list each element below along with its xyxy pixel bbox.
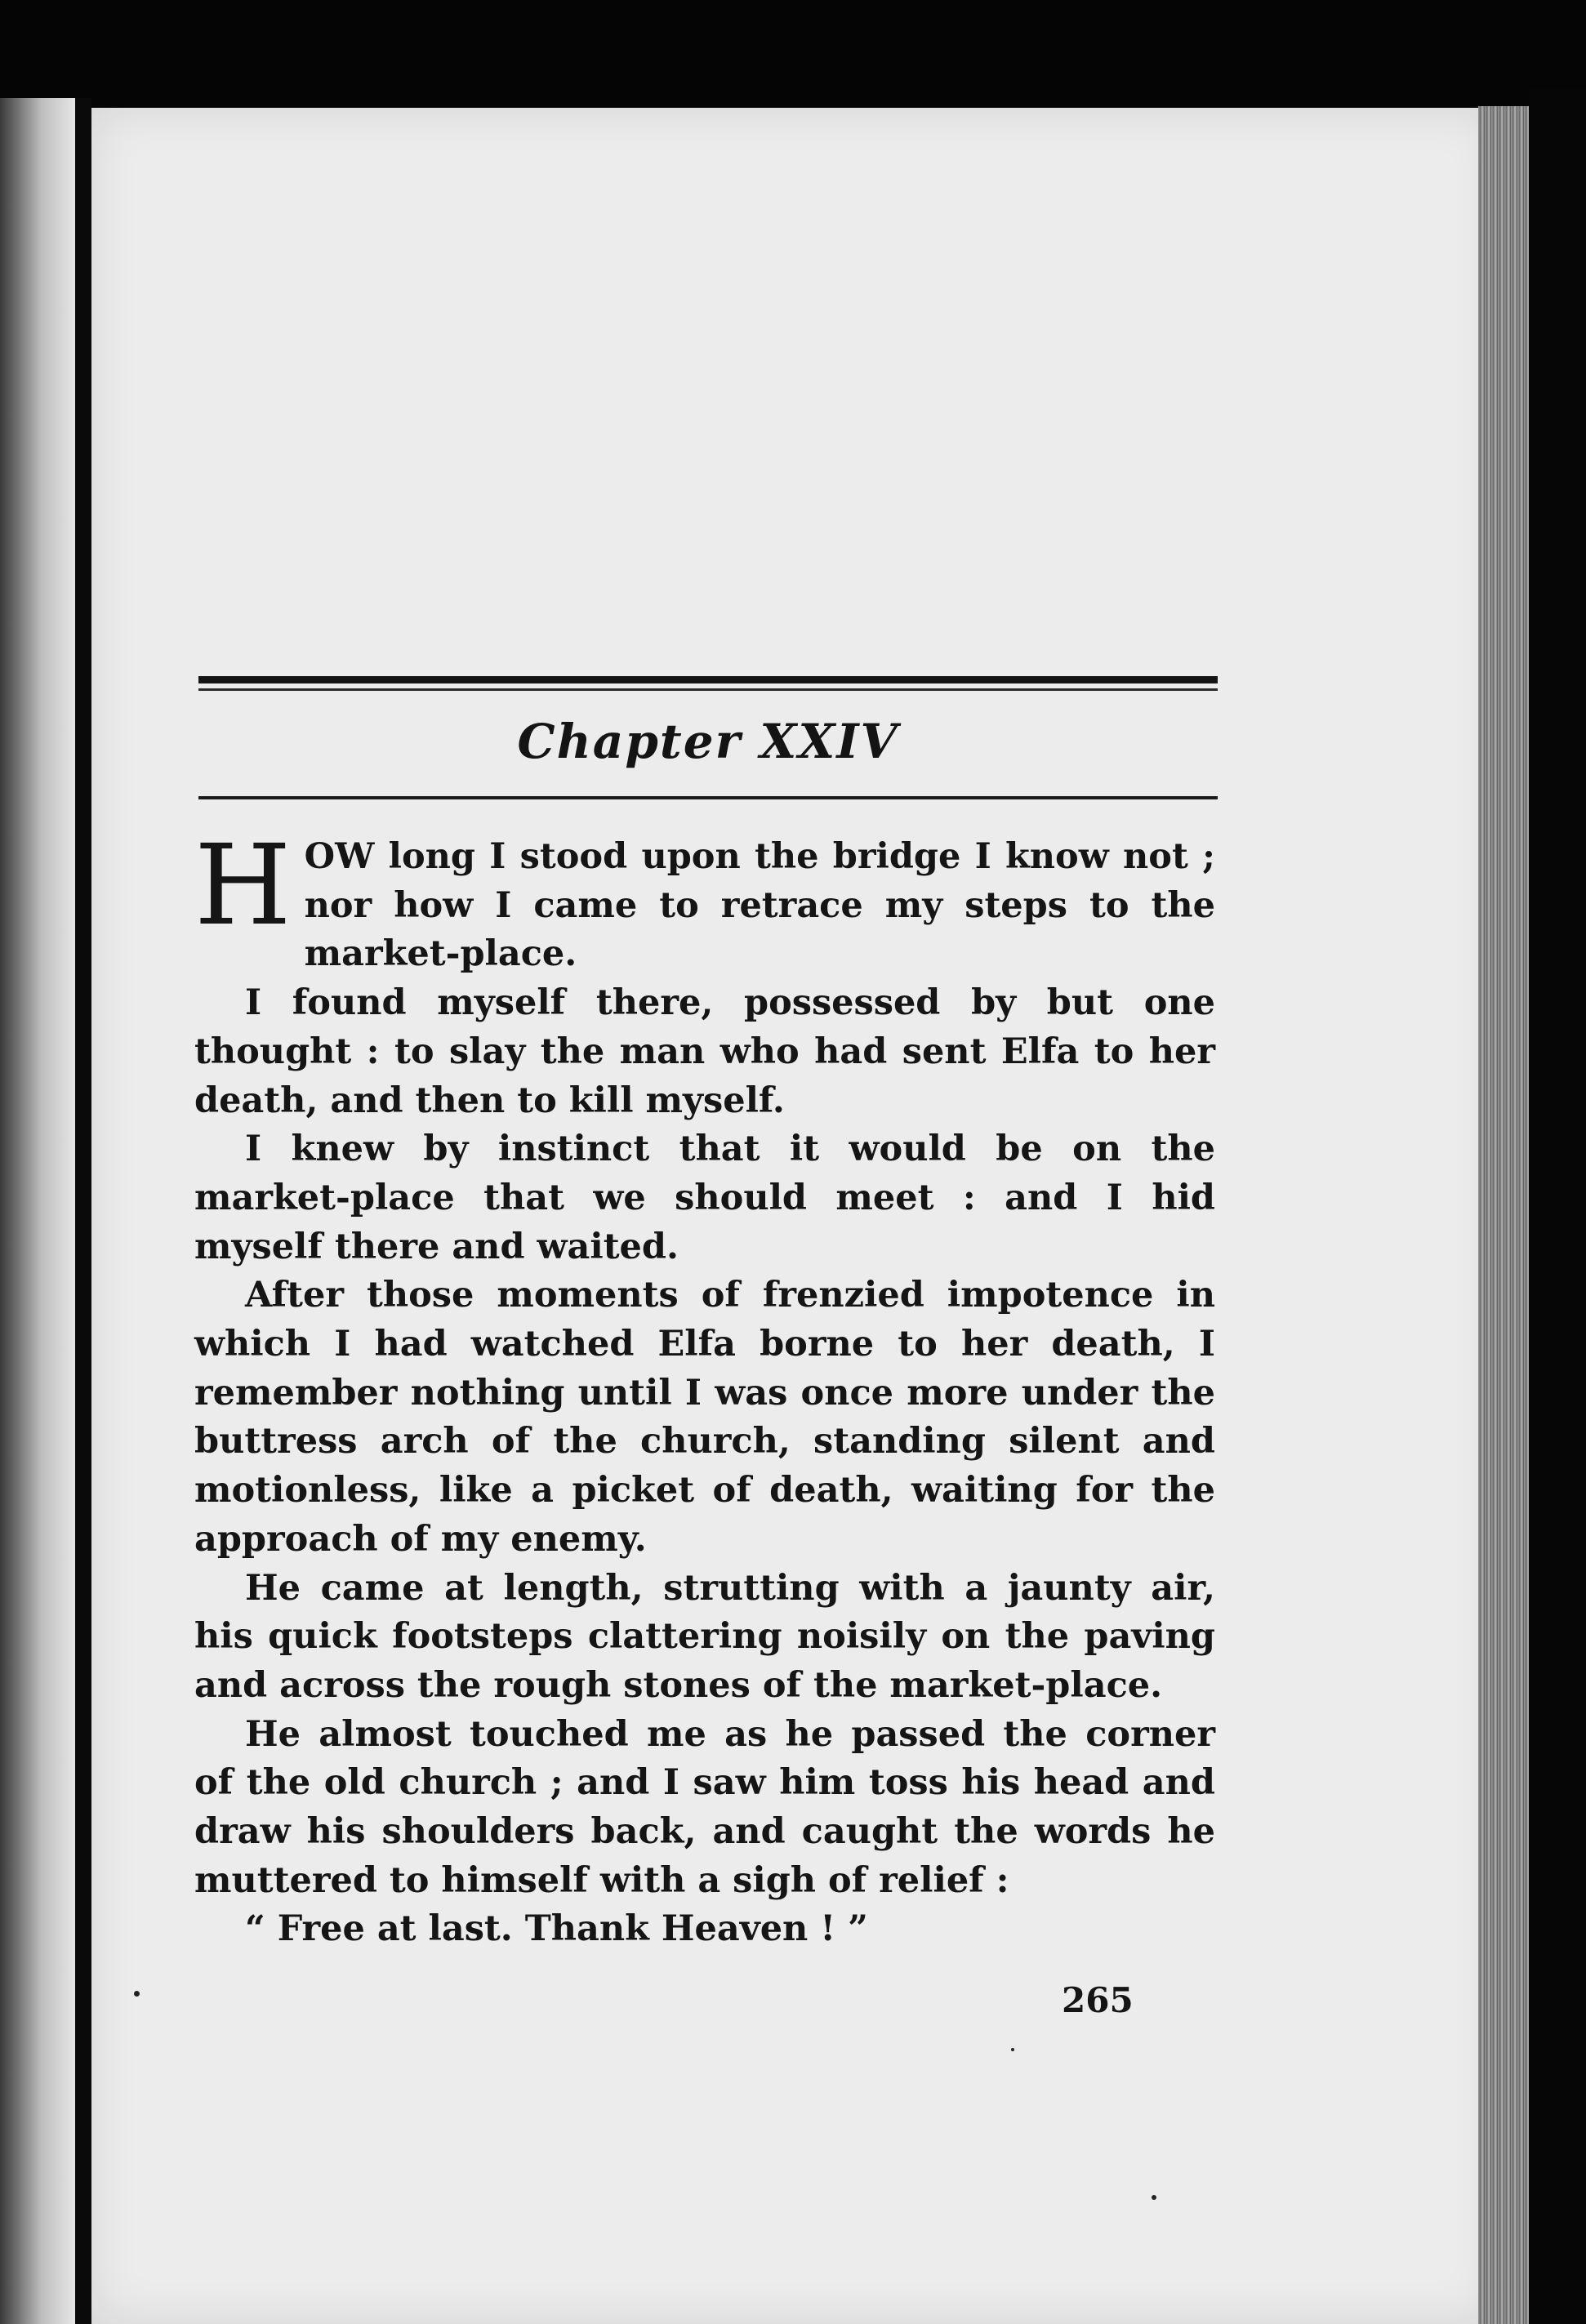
paragraph-7: “ Free at last. Thank Heaven ! ” xyxy=(245,1908,868,1950)
chapter-rule-top-thin xyxy=(198,688,1218,691)
paragraph-1 xyxy=(194,821,1215,979)
dust-speck xyxy=(134,1991,140,1997)
gutter-shadow xyxy=(75,98,91,2324)
left-page-fragment xyxy=(0,98,75,2324)
paragraph-6: He almost touched me as he passed the corner of the old church ; and I saw him toss his head and draw his shoulders back, and caught the words he muttered to himself with a sigh of relief : xyxy=(194,1713,1215,1901)
chapter-title: Chapter XXIV xyxy=(517,714,899,769)
paragraph-3: I knew by instinct that it would be on the market-place that we should meet : and I hid myself there and waited. xyxy=(194,1129,1215,1267)
dust-speck xyxy=(1011,2048,1014,2051)
body-text xyxy=(194,821,1215,1954)
page-edges xyxy=(1478,106,1529,2324)
drop-cap: H xyxy=(194,821,292,951)
chapter-rule-bottom xyxy=(198,796,1218,799)
dust-speck xyxy=(1152,2195,1156,2200)
page-number: 265 xyxy=(1062,1980,1134,2020)
paragraph-2: I found myself there, possessed by but one thought : to slay the man who had sent Elfa to her death, and then to kill myself. xyxy=(194,982,1215,1121)
chapter-rule-top xyxy=(198,676,1218,683)
right-border xyxy=(1529,90,1586,2324)
paragraph-4: After those moments of frenzied impotence in which I had watched Elfa borne to her death, I remember nothing until I was once more under the buttress arch of the church, standing silent and motionless, like a picket of death, waiting for the approach of my enemy. xyxy=(194,1275,1215,1560)
paragraph-1-text: OW long I stood upon the bridge I know not ; nor how I came to retrace my steps to the market-place. xyxy=(304,836,1215,975)
paragraph-5: He came at length, strutting with a jaunty air, his quick footsteps clattering noisily on the paving and across the rough stones of the market-place. xyxy=(194,1567,1215,1706)
